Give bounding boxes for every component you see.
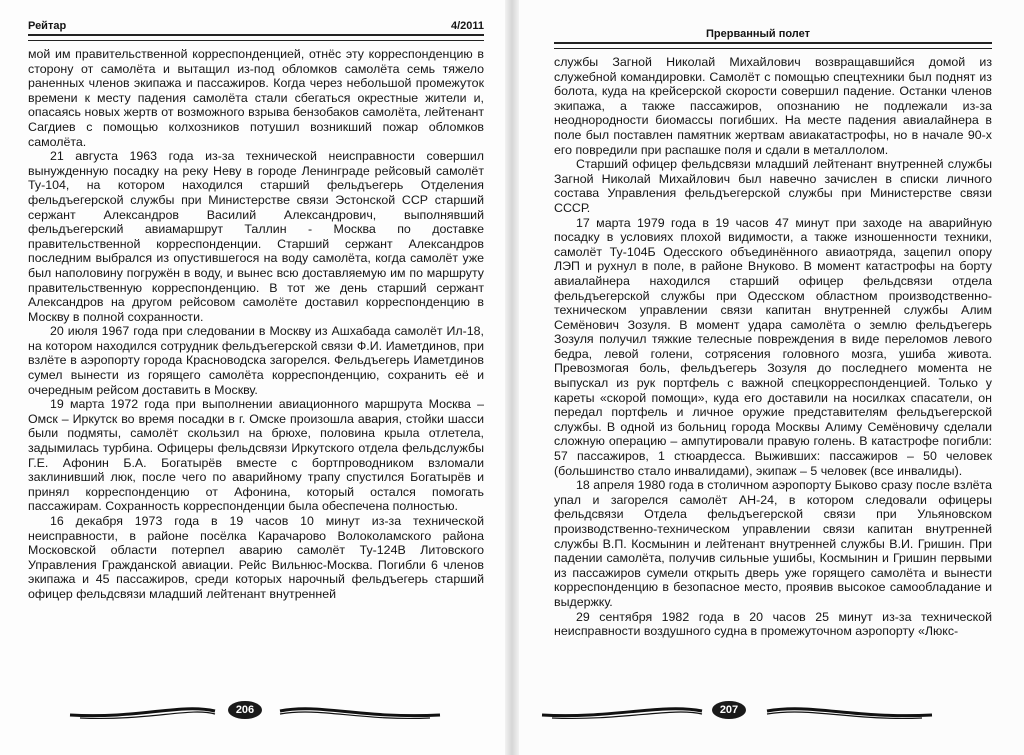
paragraph: 21 августа 1963 года из-за технической неисправности совершил вынужденную посадку на реку Неву в городе Ленинграде рейсовый самолёт Ту-104, на котором находился старший фельдъегерь Отделения фельдъегерской службы при Министерстве связи Эстонской ССР старший сержант Александров Василий Александрович, выполнявший фельдъегерский авиамаршрут Таллин - Москва по доставке правительственной корреспонденции. Старший сержант Александров последним выбрался из опустившегося на воду самолёта, когда самолёт уже был наполовину погружён в воду, и вынес всю доставляемую им по маршруту правительственную корреспонденцию. В тот же день старший сержант Александров на другом рейсовом самолёте доставил корреспонденцию в Москву в полной сохранности.: [28, 149, 484, 324]
swash-ornament-icon: [512, 697, 982, 727]
paragraph: 29 сентября 1982 года в 20 часов 25 минут из-за технической неисправности воздушного судна в промежуточном аэропорту «Люкс-: [554, 609, 992, 639]
right-body-text: [554, 55, 992, 639]
magazine-title: Рейтар: [28, 20, 67, 32]
book-gutter: [505, 0, 519, 755]
header-rule: [554, 42, 992, 49]
running-head-left: [28, 18, 484, 32]
paragraph: мой им правительственной корреспонденцией, отнёс эту корреспонденцию в сторону от самолёта и вытащил из-под обломков самолёта семь тяжело раненных членов экипажа и пассажиров. Когда через небольшой промежуток времени к месту падения самолёта стали сбегаться окрестные жители и, опасаясь новых жертв от возможного взрыва бензобаков самолёта, лейтенант Сагдиев с помощью колхозников потушил возникший пожар обломков самолёта.: [28, 47, 484, 149]
paragraph: службы Загной Николай Михайлович возвращавшийся домой из служебной командировки. Самолёт с помощью спецтехники был поднят из болота, куда на крейсерской скорости совершил падение. Останки членов экипажа, а также пассажиров, опознанию не подлежали из-за неоднородности биомассы погибших. На месте падения авиалайнера в поле был поставлен памятник жертвам авиакатастрофы, но в начале 90-х его повредили при распашке поля и сдали в металлолом.: [554, 55, 992, 157]
footer-ornament-right: [512, 697, 1024, 727]
paragraph: Старший офицер фельдсвязи младший лейтенант внутренней службы Загной Николай Михайлович был навечно зачислен в списки личного состава Управления фельдъегерской службы при Министерстве связи СССР.: [554, 157, 992, 215]
page-number-207: 207: [712, 701, 746, 719]
paragraph: 20 июля 1967 года при следовании в Москву из Ашхабада самолёт Ил-18, на котором находился сотрудник фельдъегерской связи Ф.И. Иаметдинов, при взлёте в аэропорту города Красноводска загорелся. Фельдъегерь Иаметдинов сумел вынести из горящего самолёта корреспонденцию, сохранить её и очередным рейсом доставить в Москву.: [28, 324, 484, 397]
paragraph: 18 апреля 1980 года в столичном аэропорту Быково сразу после взлёта упал и загорелся самолёт АН-24, в котором следовали офицеры фельдсвязи Отдела фельдъегерской связи при Ульяновском производственно-техническом управлении связи капитан внутренней службы В.П. Космынин и лейтенант внутренней службы В.И. Гришин. При падении самолёта, получив сильные ушибы, Космынин и Гришин первыми из пассажиров сумели открыть дверь уже горящего самолёта и вынести корреспонденцию в безопасное место, проявив высокое самообладание и выдержку.: [554, 478, 992, 609]
footer-ornament-left: [0, 697, 512, 727]
paragraph: 19 марта 1972 года при выполнении авиационного маршрута Москва – Омск – Иркутск во время посадки в г. Омске произошла авария, стойки шасси были подмяты, самолёт скользил на брюхе, половина крыла отлетела, задымилась турбина. Офицеры фельдсвязи Иркутского отдела фельдслужбы Г.Е. Афонин Б.А. Богатырёв вместе с бортпроводником взломали заклинивший люк, после чего по аварийному трапу спустился Богатырёв и принял корреспонденцию от Афонина, который остался помогать пассажирам. Сохранность корреспонденции была обеспечена полностью.: [28, 397, 484, 514]
section-title: Прерванный полет: [706, 28, 810, 40]
running-head-right: [554, 26, 992, 40]
paragraph: 16 декабря 1973 года в 19 часов 10 минут из-за технической неисправности, в районе посёлка Карачарово Волоколамского района Московской области потерпел аварию самолёт Ту-124В Литовского Управления Гражданской авиации. Рейс Вильнюс-Москва. Погибли 6 членов экипажа и 45 пассажиров, среди которых нарочный фельдъегерь старший офицер фельдсвязи младший лейтенант внутренней: [28, 514, 484, 601]
paragraph: 17 марта 1979 года в 19 часов 47 минут при заходе на аварийную посадку в условиях плохой видимости, а также изношенности техники, самолёт Ту-104Б Одесского объединённого авиаотряда, зацепил опору ЛЭП и рухнул в поле, в районе Внуково. В момент катастрофы на борту авиалайнера находился старший офицер фельдсвязи отдела фельдъегерской службы при Одесском областном производственно-техническом управлении связи капитан внутренней службы Алим Семёнович Зозуля. В момент удара самолёта о землю фельдъегерь Зозуля получил тяжкие телесные повреждения в виде переломов левого бедра, левой голени, сотрясения головного мозга, ушиба живота. Превозмогая боль, фельдъегерь Зозуля до последнего момента не выпускал из рук портфель с важной спецкорреспонденцией. Только у кареты «скорой помощи», куда его доставили на носилках спасатели, он передал портфель и личное оружие представителям фельдъегерской службы. В одной из больниц города Москвы Алиму Семёновичу сделали сложную операцию – ампутировали правую голень. В катастрофе погибли: 57 пассажиров, 1 стюардесса. Выживших: пассажиров – 50 человек (большинство стало инвалидами), экипаж – 5 человек (все инвалиды).: [554, 215, 992, 478]
header-rule: [28, 34, 484, 41]
right-page: [512, 0, 1024, 755]
issue-number: 4/2011: [450, 20, 484, 32]
left-body-text: [28, 47, 484, 602]
page-number-206: 206: [228, 701, 262, 719]
